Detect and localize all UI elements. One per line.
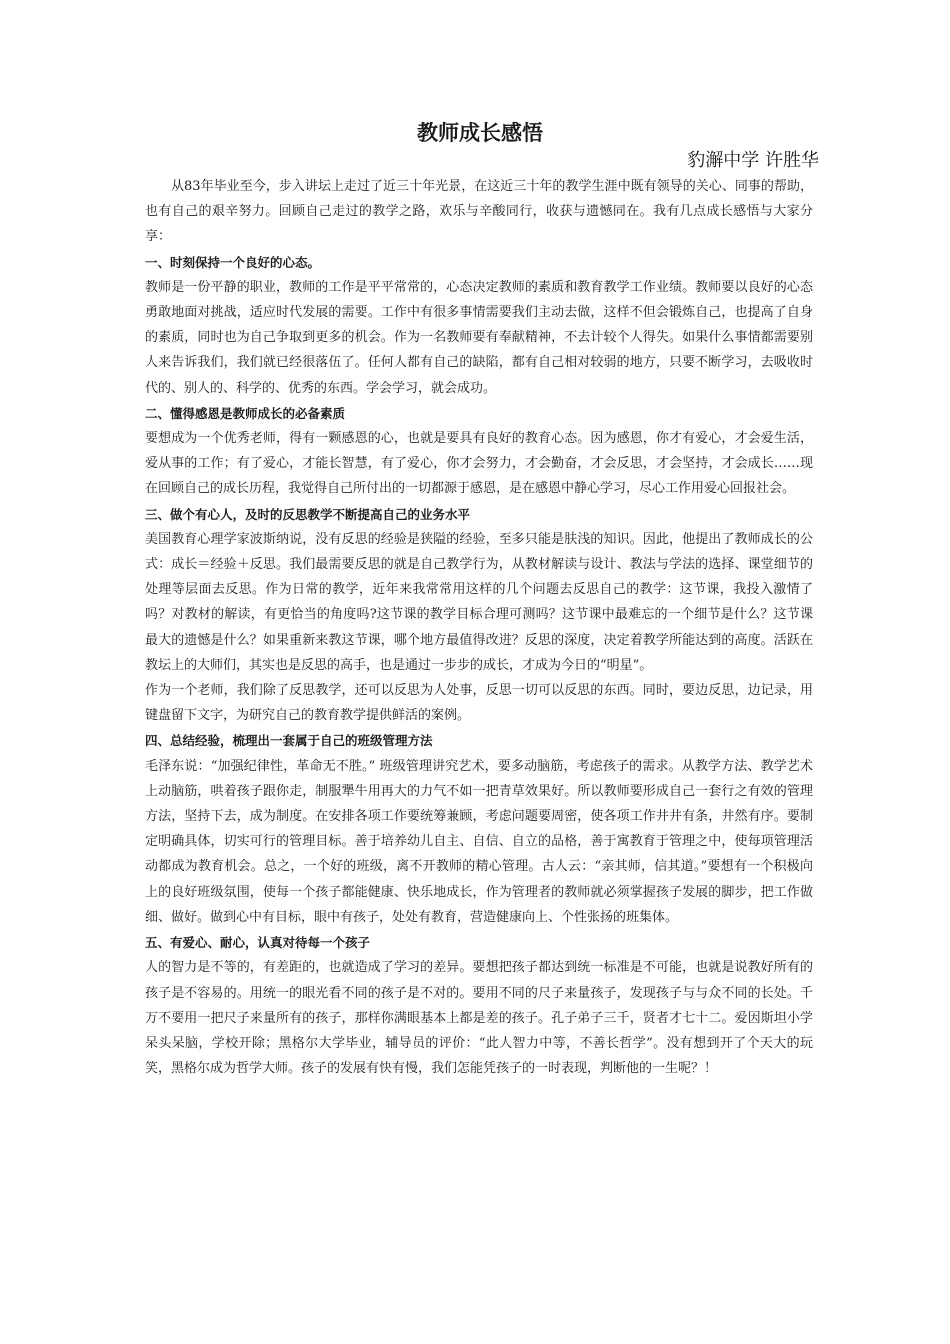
- section-4-paragraph: 毛泽东说：“加强纪律性，革命无不胜。” 班级管理讲究艺术，要多动脑筋，考虑孩子的需求。从教学方法、教学艺术上动脑筋，哄着孩子跟你走，制服犟牛用再大的力气不如一把青草效果好。所以教师要形成自己一套行之有效的管理方法，坚持下去，成为制度。在安排各项工作要统筹兼顾，考虑问题要周密，使各项工作井井有条，井然有序。要制定明确具体，切实可行的管理目标。善于培养幼儿自主、自信、自立的品格，善于寓教育于管理之中，使每项管理活动都成为教育机会。总之，一个好的班级，离不开教师的精心管理。古人云：“亲其师，信其道。”要想有一个积极向上的良好班级氛围，使每一个孩子都能健康、快乐地成长，作为管理者的教师就必须掌握孩子发展的脚步，把工作做细、做好。做到心中有目标，眼中有孩子，处处有教育，营造健康向上、个性张扬的班集体。: [145, 758, 813, 925]
- section-3-paragraph-1: 美国教育心理学家波斯纳说，没有反思的经验是狭隘的经验，至多只能是肤浅的知识。因此，他提出了教师成长的公式：成长＝经验＋反思。我们最需要反思的就是自己教学行为，从教材解读与设计、教法与学法的选择、课堂细节的处理等层面去反思。作为日常的教学，近年来我常常用这样的几个问题去反思自己的教学：这节课，我投入激情了吗？对教材的解读，有更恰当的角度吗?这节课的教学目标合理可测吗？这节课中最难忘的一个细节是什么？这节课最大的遗憾是什么？如果重新来教这节课，哪个地方最值得改进？反思的深度，决定着教学所能达到的高度。活跃在教坛上的大师们，其实也是反思的高手，也是通过一步步的成长，才成为今日的“明星”。: [145, 531, 813, 673]
- document-author: 豹澥中学 许胜华: [687, 150, 819, 171]
- document-page: [145, 118, 819, 1081]
- section-5-paragraph: 人的智力是不等的，有差距的，也就造成了学习的差异。要想把孩子都达到统一标准是不可能，也就是说教好所有的孩子是不容易的。用统一的眼光看不同的孩子是不对的。要用不同的尺子来量孩子，发现孩子与与众不同的长处。千万不要用一把尺子来量所有的孩子，那样你满眼基本上都是差的孩子。孔子弟子三千，贤者才七十二。爱因斯坦小学呆头呆脑，学校开除；黑格尔大学毕业，辅导员的评价：“此人智力中等，不善长哲学”。没有想到开了个天大的玩笑，黑格尔成为哲学大师。孩子的发展有快有慢，我们怎能凭孩子的一时表现，判断他的一生呢？！: [145, 960, 813, 1077]
- section-5-heading: 五、有爱心、耐心，认真对待每一个孩子: [145, 935, 371, 951]
- intro-paragraph: 从83年毕业至今，步入讲坛上走过了近三十年光景，在这近三十年的教学生涯中既有领导的关心、同事的帮助，也有自己的艰辛努力。回顾自己走过的教学之路，欢乐与辛酸同行，收获与遗憾同在。我有几点成长感悟与大家分享：: [145, 179, 813, 245]
- section-3-heading: 三、做个有心人，及时的反思教学不断提高自己的业务水平: [145, 506, 471, 522]
- section-2-paragraph: 要想成为一个优秀老师，得有一颗感恩的心，也就是要具有良好的教育心态。因为感恩，你才有爱心，才会爱生活，爱从事的工作；有了爱心，才能长智慧，有了爱心，你才会努力，才会勤奋，才会反思，才会坚持，才会成长……现在回顾自己的成长历程，我觉得自己所付出的一切都源于感恩，是在感恩中静心学习，尽心工作用爱心回报社会。: [145, 431, 813, 497]
- document-title: 教师成长感悟: [417, 121, 543, 145]
- section-3-paragraph-2: 作为一个老师，我们除了反思教学，还可以反思为人处事，反思一切可以反思的东西。同时，要边反思，边记录，用键盘留下文字，为研究自己的教育教学提供鲜活的案例。: [145, 683, 813, 724]
- section-2-heading: 二、懂得感恩是教师成长的必备素质: [145, 405, 346, 421]
- section-4-heading: 四、总结经验，梳理出一套属于自己的班级管理方法: [145, 733, 433, 749]
- section-1-heading: 一、时刻保持一个良好的心态。: [145, 254, 321, 270]
- section-1-paragraph: 教师是一份平静的职业，教师的工作是平平常常的，心态决定教师的素质和教育教学工作业绩。教师要以良好的心态勇敢地面对挑战，适应时代发展的需要。工作中有很多事情需要我们主动去做，这样不但会锻炼自己，也提高了自身的素质，同时也为自己争取到更多的机会。作为一名教师要有奉献精神，不去计较个人得失。如果什么事情都需要别人来告诉我们，我们就已经很落伍了。任何人都有自己的缺陷，都有自己相对较弱的地方，只要不断学习，去吸收时代的、别人的、科学的、优秀的东西。学会学习，就会成功。: [145, 279, 813, 396]
